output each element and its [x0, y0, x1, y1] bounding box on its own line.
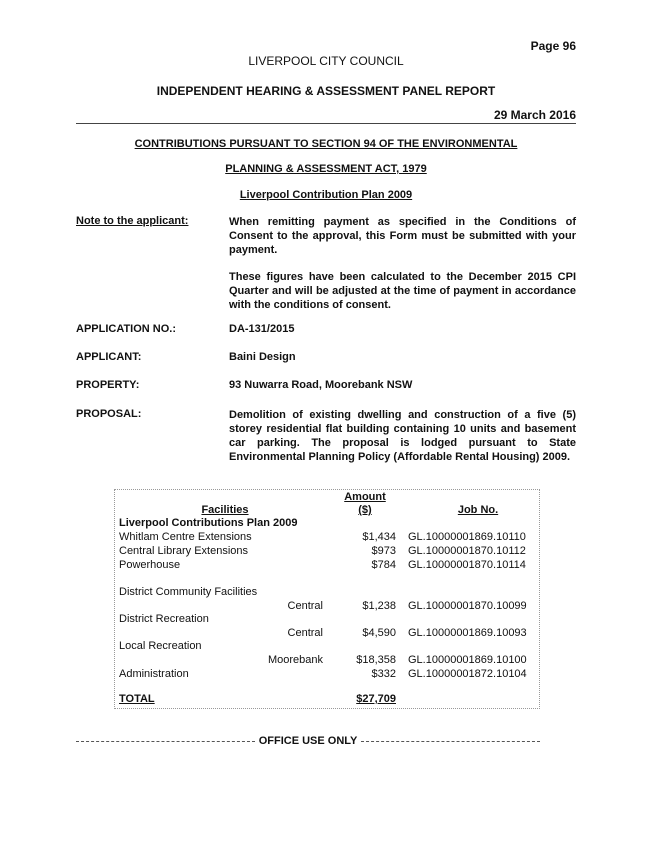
plan-title: Liverpool Contribution Plan 2009	[239, 189, 413, 201]
facility-name: Central Library Extensions	[119, 545, 249, 557]
report-date: 29 March 2016	[493, 108, 576, 122]
note-paragraph-1: When remitting payment as specified in the Conditions of Consent to the approval, this Form must be submitted with your payment.	[229, 216, 576, 256]
proposal-label: PROPOSAL:	[76, 408, 142, 420]
property-label: PROPERTY:	[76, 379, 140, 391]
document-title-line2: PLANNING & ASSESSMENT ACT, 1979	[225, 163, 427, 175]
applicant-label: APPLICANT:	[76, 351, 142, 363]
facility-amount: $1,434	[362, 531, 396, 543]
facility-job-number: GL.10000001870.10112	[408, 545, 526, 557]
facility-amount: $1,238	[362, 600, 396, 612]
facility-job-number: GL.10000001870.10114	[408, 559, 526, 571]
report-title: INDEPENDENT HEARING & ASSESSMENT PANEL REPORT	[156, 84, 496, 98]
dashed-rule-right	[361, 741, 540, 742]
document-title-line1: CONTRIBUTIONS PURSUANT TO SECTION 94 OF THE ENVIRONMENTAL	[134, 138, 518, 150]
header-divider	[76, 123, 576, 124]
council-name: LIVERPOOL CITY COUNCIL	[248, 54, 404, 68]
applicant-value: Baini Design	[229, 351, 296, 363]
office-use-divider	[76, 735, 540, 747]
facility-job-number: GL.10000001872.10104	[408, 668, 527, 680]
facility-amount: $784	[371, 559, 396, 571]
note-paragraph-2: These figures have been calculated to the December 2015 CPI Quarter and will be adjusted at the time of payment in accordance with the conditions of consent.	[229, 271, 576, 311]
job-number-header: Job No.	[457, 504, 499, 516]
facility-job-number: GL.10000001870.10099	[408, 600, 527, 612]
plan-heading: Liverpool Contributions Plan 2009	[119, 517, 298, 529]
amount-unit-header: ($)	[358, 504, 372, 516]
application-value: DA-131/2015	[229, 323, 295, 335]
total-label: TOTAL	[119, 693, 155, 705]
facility-name: District Community Facilities	[119, 586, 258, 598]
contributions-table	[114, 489, 540, 709]
total-amount: $27,709	[356, 693, 396, 705]
facility-name: District Recreation	[119, 613, 209, 625]
facility-name: Local Recreation	[119, 640, 202, 652]
property-value: 93 Nuwarra Road, Moorebank NSW	[229, 379, 413, 391]
facility-amount: $973	[371, 545, 396, 557]
application-label: APPLICATION NO.:	[76, 323, 177, 335]
facility-amount: $332	[371, 668, 396, 680]
facility-location: Moorebank	[267, 654, 323, 666]
facilities-header: Facilities	[201, 504, 249, 516]
facility-job-number: GL.10000001869.10100	[408, 654, 527, 666]
facility-location: Central	[287, 627, 323, 639]
amount-header: Amount	[344, 491, 386, 503]
office-use-label: OFFICE USE ONLY	[258, 735, 358, 747]
facility-name: Administration	[119, 668, 189, 680]
note-label: Note to the applicant:	[76, 215, 189, 227]
facility-job-number: GL.10000001869.10093	[408, 627, 527, 639]
dashed-rule-left	[76, 741, 255, 742]
facility-name: Whitlam Centre Extensions	[119, 531, 252, 543]
proposal-value: Demolition of existing dwelling and construction of a five (5) storey residential flat building containing 10 units and basement car parking. The proposal is lodged pursuant to State Environmental Planning Policy (Affordable Rental Housing) 2009.	[229, 409, 576, 463]
facility-name: Powerhouse	[119, 559, 181, 571]
page-number: Page 96	[530, 39, 576, 53]
facility-amount: $18,358	[356, 654, 396, 666]
facility-location: Central	[287, 600, 323, 612]
facility-amount: $4,590	[362, 627, 396, 639]
facility-job-number: GL.10000001869.10110	[408, 531, 526, 543]
